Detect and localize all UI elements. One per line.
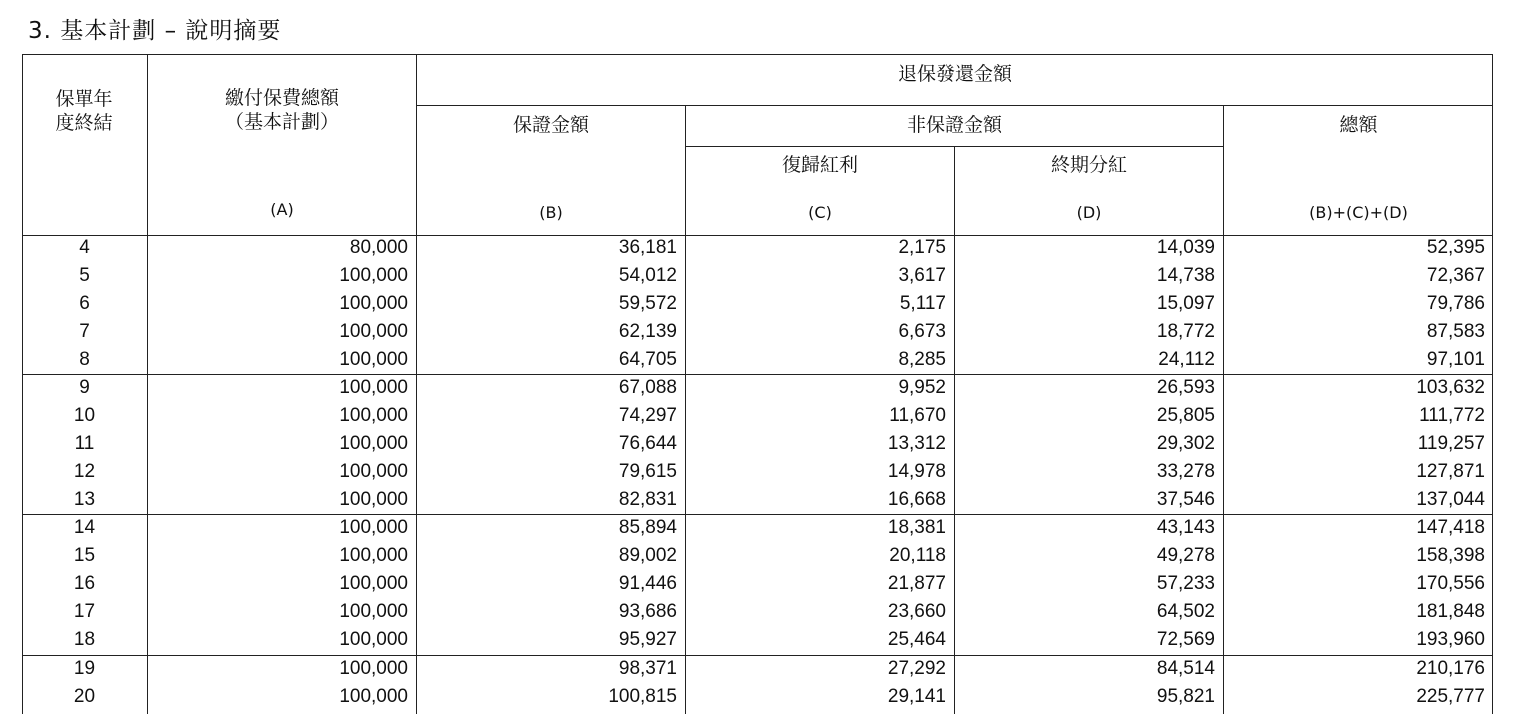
premium-cell: 100,000 [339,545,408,566]
guaranteed-cell: 79,615 [618,461,677,482]
premium-cell: 100,000 [339,321,408,342]
total-cell: 158,398 [1416,545,1485,566]
policy-year-cell: 18 [73,629,96,650]
guaranteed-cell: 62,139 [618,321,677,342]
policy-year-cell: 20 [73,686,96,707]
header-non-guaranteed: 非保證金額 [906,114,1002,136]
terminal-cell: 24,112 [1158,349,1215,370]
guaranteed-cell: 98,371 [618,658,677,679]
guaranteed-cell: 54,012 [618,265,677,286]
table-row [22,346,1493,374]
col-label-d: (D) [1076,203,1102,222]
header-guaranteed: 保證金額 [512,114,589,136]
reversionary-cell: 6,673 [898,321,946,342]
header-reversionary-bonus: 復歸紅利 [781,154,858,176]
total-cell: 147,418 [1416,517,1485,538]
table-row [22,318,1493,346]
premium-cell: 100,000 [339,601,408,622]
header-terminal-dividend: 終期分紅 [1050,154,1127,176]
table-row [22,402,1493,430]
policy-year-cell: 19 [73,658,96,679]
table-row [22,430,1493,458]
premium-cell: 100,000 [339,405,408,426]
total-cell: 119,257 [1417,433,1485,454]
terminal-cell: 18,772 [1156,321,1215,342]
policy-year-cell: 12 [73,461,96,482]
table-row [22,542,1493,570]
guaranteed-cell: 59,572 [618,293,677,314]
guaranteed-cell: 91,446 [618,573,677,594]
reversionary-cell: 8,285 [898,349,946,370]
policy-year-cell: 10 [73,405,96,426]
guaranteed-cell: 93,686 [618,601,677,622]
reversionary-cell: 11,670 [889,405,946,426]
total-cell: 225,777 [1416,686,1485,707]
header-surrender-value: 退保發還金額 [897,63,1012,85]
policy-year-cell: 14 [73,517,96,538]
table-row [22,458,1493,486]
total-cell: 79,786 [1426,293,1485,314]
terminal-cell: 64,502 [1156,601,1215,622]
total-cell: 193,960 [1416,629,1485,650]
divider [416,105,1493,106]
table-row [22,598,1493,626]
guaranteed-cell: 36,181 [618,237,677,258]
total-cell: 103,632 [1416,377,1485,398]
total-cell: 137,044 [1416,489,1485,510]
premium-cell: 100,000 [339,629,408,650]
total-cell: 210,176 [1416,658,1485,679]
terminal-cell: 29,302 [1156,433,1215,454]
terminal-cell: 57,233 [1156,573,1215,594]
table-row [22,655,1493,683]
col-label-b: (B) [539,203,563,222]
premium-cell: 100,000 [339,293,408,314]
reversionary-cell: 21,877 [887,573,946,594]
terminal-cell: 15,097 [1156,293,1215,314]
premium-cell: 100,000 [339,686,408,707]
total-cell: 181,848 [1416,601,1485,622]
table-row [22,626,1493,654]
total-cell: 111,772 [1419,405,1485,426]
terminal-cell: 25,805 [1156,405,1215,426]
reversionary-cell: 18,381 [887,517,946,538]
table-row [22,374,1493,402]
terminal-cell: 72,569 [1156,629,1215,650]
guaranteed-cell: 74,297 [618,405,677,426]
total-cell: 52,395 [1426,237,1485,258]
policy-year-cell: 13 [73,489,96,510]
premium-cell: 100,000 [339,658,408,679]
reversionary-cell: 16,668 [887,489,946,510]
reversionary-cell: 23,660 [887,601,946,622]
guaranteed-cell: 64,705 [618,349,677,370]
section-title: 3. 基本計劃 – 說明摘要 [28,18,282,44]
col-label-a: (A) [270,200,294,219]
premium-cell: 100,000 [339,461,408,482]
reversionary-cell: 25,464 [887,629,946,650]
policy-year-cell: 8 [79,349,90,370]
policy-year-cell: 5 [79,265,90,286]
terminal-cell: 95,821 [1156,686,1215,707]
premium-cell: 100,000 [339,489,408,510]
reversionary-cell: 20,118 [889,545,946,566]
total-cell: 127,871 [1416,461,1485,482]
total-cell: 170,556 [1416,573,1485,594]
table-row [22,486,1493,514]
reversionary-cell: 5,117 [899,293,946,314]
total-cell: 72,367 [1426,265,1485,286]
premium-cell: 100,000 [339,517,408,538]
reversionary-cell: 3,617 [898,265,946,286]
header-policy-year: 保單年度終結 [55,88,113,134]
policy-year-cell: 7 [79,321,90,342]
reversionary-cell: 13,312 [887,433,946,454]
guaranteed-cell: 85,894 [618,517,677,538]
guaranteed-cell: 95,927 [618,629,677,650]
guaranteed-cell: 67,088 [618,377,677,398]
premium-cell: 100,000 [339,573,408,594]
policy-year-cell: 6 [79,293,90,314]
reversionary-cell: 2,175 [898,237,946,258]
terminal-cell: 14,039 [1156,237,1215,258]
premium-cell: 100,000 [339,433,408,454]
table-row [22,290,1493,318]
total-cell: 87,583 [1426,321,1485,342]
guaranteed-cell: 76,644 [618,433,677,454]
policy-year-cell: 15 [73,545,96,566]
header-premium-sub: （基本計劃） [224,111,339,133]
table-row [22,262,1493,290]
premium-cell: 100,000 [339,377,408,398]
terminal-cell: 14,738 [1156,265,1215,286]
reversionary-cell: 27,292 [887,658,946,679]
table-row [22,514,1493,542]
terminal-cell: 49,278 [1156,545,1215,566]
policy-year-cell: 9 [79,377,90,398]
terminal-cell: 33,278 [1156,461,1215,482]
premium-cell: 80,000 [349,237,408,258]
terminal-cell: 43,143 [1156,517,1215,538]
policy-year-cell: 17 [73,601,96,622]
terminal-cell: 37,546 [1156,489,1215,510]
terminal-cell: 26,593 [1156,377,1215,398]
reversionary-cell: 29,141 [887,686,946,707]
guaranteed-cell: 82,831 [618,489,677,510]
header-total: 總額 [1339,114,1378,136]
premium-cell: 100,000 [339,349,408,370]
reversionary-cell: 9,952 [898,377,946,398]
header-total-premium: 繳付保費總額 [224,87,339,109]
table-row [22,683,1493,711]
policy-year-cell: 11 [74,433,95,454]
policy-year-cell: 16 [73,573,96,594]
terminal-cell: 84,514 [1156,658,1215,679]
table-row [22,570,1493,598]
col-label-total: (B)+(C)+(D) [1309,203,1408,222]
table-row [22,234,1493,262]
total-cell: 97,101 [1426,349,1485,370]
premium-cell: 100,000 [339,265,408,286]
guaranteed-cell: 89,002 [618,545,677,566]
col-label-c: (C) [808,203,832,222]
reversionary-cell: 14,978 [887,461,946,482]
policy-year-cell: 4 [79,237,90,258]
guaranteed-cell: 100,815 [608,686,677,707]
